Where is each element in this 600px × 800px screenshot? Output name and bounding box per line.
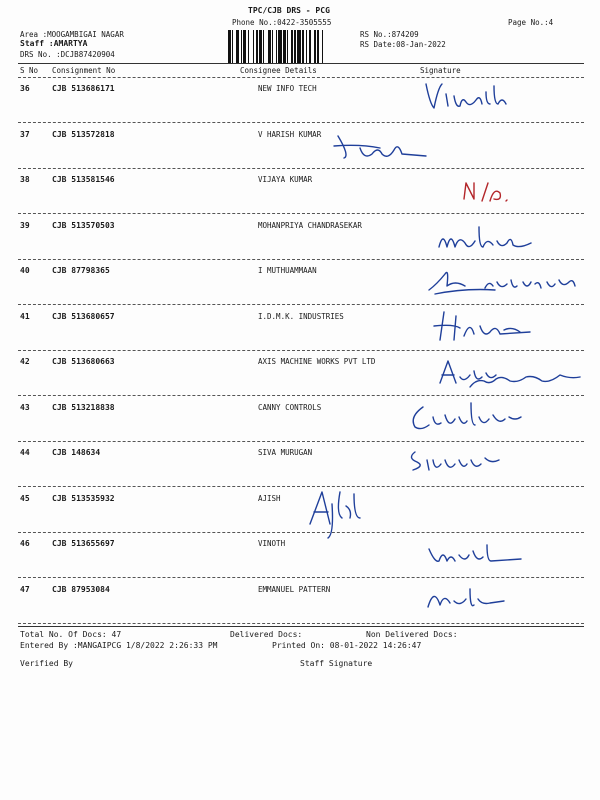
row-consignment-no: CJB 513572818	[52, 129, 115, 139]
delivered-docs: Delivered Docs:	[230, 630, 303, 639]
printed-on: Printed On: 08-01-2022 14:26:47	[272, 641, 422, 650]
handwritten-signature	[460, 177, 520, 207]
row-consignment-no: CJB 513218838	[52, 402, 115, 412]
page-number: Page No.:4	[508, 18, 554, 27]
handwritten-signature	[420, 579, 510, 615]
table-row	[0, 403, 600, 449]
table-row	[0, 175, 600, 221]
handwritten-signature	[330, 126, 430, 166]
row-consignment-no: CJB 513680657	[52, 311, 115, 321]
signature-stroke	[426, 84, 506, 108]
row-consignment-no: CJB 87798365	[52, 266, 110, 275]
handwritten-signature	[430, 306, 550, 346]
table-row	[0, 539, 600, 585]
handwritten-signature	[420, 78, 530, 118]
signature-stroke	[334, 136, 426, 158]
row-consignment-no: CJB 513570503	[52, 220, 115, 230]
row-consignee: VIJAYA KUMAR	[258, 175, 313, 184]
header-divider-top	[18, 63, 584, 64]
row-consignment-no: CJB 513686171	[52, 84, 115, 93]
table-row	[0, 494, 600, 540]
signature-stroke	[464, 183, 507, 201]
row-sno: 47	[20, 584, 30, 594]
row-consignment-no: CJB 87953084	[52, 584, 110, 594]
row-sno: 46	[20, 539, 30, 548]
signature-stroke	[310, 492, 360, 538]
staff-label: Staff :AMARTYA	[20, 39, 88, 48]
row-sno: 42	[20, 357, 30, 366]
row-consignee: AJISH	[258, 493, 281, 503]
handwritten-signature	[435, 221, 545, 261]
handwritten-signature	[425, 260, 585, 304]
signature-stroke	[411, 452, 499, 470]
row-consignee: NEW INFO TECH	[258, 84, 317, 93]
table-row	[0, 312, 600, 358]
signature-stroke	[440, 361, 580, 387]
handwritten-signature	[300, 484, 370, 544]
row-consignment-no: CJB 513680663	[52, 357, 115, 366]
non-delivered-docs: Non Delivered Docs:	[366, 630, 458, 639]
row-sno: 40	[20, 266, 30, 275]
table-row	[0, 130, 600, 176]
row-sno: 37	[20, 129, 30, 139]
handwritten-signature	[405, 444, 515, 474]
col-consignment: Consignment No	[52, 66, 116, 75]
table-row	[0, 585, 600, 631]
barcode	[228, 30, 354, 64]
row-divider	[18, 623, 584, 624]
row-sno: 36	[20, 84, 30, 93]
row-consignee: MOHANPRIYA CHANDRASEKAR	[258, 220, 362, 230]
row-consignment-no: CJB 513581546	[52, 175, 115, 184]
row-consignee: VINOTH	[258, 539, 286, 548]
barcode-bar	[323, 30, 324, 64]
row-divider	[18, 213, 584, 214]
signature-stroke	[439, 227, 531, 247]
col-sno: S No	[20, 66, 39, 75]
row-consignee: CANNY CONTROLS	[258, 402, 322, 412]
entered-by: Entered By :MANGAIPCG 1/8/2022 2:26:33 PM	[20, 641, 218, 650]
row-divider	[18, 168, 584, 169]
row-consignee: AXIS MACHINE WORKS PVT LTD	[258, 357, 376, 366]
signature-stroke	[429, 273, 575, 295]
drs-number: DRS No. :DCJB87420904	[20, 50, 115, 59]
total-docs: Total No. Of Docs: 47	[20, 630, 122, 639]
row-consignment-no: CJB 513655697	[52, 539, 115, 548]
row-consignee: EMMANUEL PATTERN	[258, 584, 331, 594]
row-sno: 38	[20, 175, 30, 184]
row-divider	[18, 441, 584, 442]
row-sno: 45	[20, 493, 30, 503]
handwritten-signature	[430, 353, 590, 393]
rs-number: RS No.:874209	[360, 30, 419, 39]
col-signature: Signature	[420, 66, 461, 75]
signature-stroke	[413, 403, 521, 429]
signature-stroke	[428, 589, 504, 607]
row-sno: 39	[20, 220, 30, 230]
row-sno: 43	[20, 402, 30, 412]
row-sno: 44	[20, 448, 30, 457]
row-divider	[18, 350, 584, 351]
row-consignee: SIVA MURUGAN	[258, 448, 313, 457]
row-consignee: V HARISH KUMAR	[258, 129, 322, 139]
signature-stroke	[434, 312, 530, 340]
row-consignment-no: CJB 148634	[52, 448, 101, 457]
table-row	[0, 84, 600, 130]
row-consignee: I MUTHUAMMAAN	[258, 266, 317, 275]
area-label: Area :MOOGAMBIGAI NAGAR	[20, 30, 124, 39]
signature-stroke	[429, 545, 521, 561]
document-title: TPC/CJB DRS - PCG	[248, 6, 330, 15]
row-sno: 41	[20, 311, 30, 321]
handwritten-signature	[405, 397, 535, 437]
staff-signature: Staff Signature	[300, 659, 373, 668]
row-consignee: I.D.M.K. INDUSTRIES	[258, 311, 344, 321]
handwritten-signature	[425, 535, 525, 569]
footer-divider	[18, 626, 584, 627]
rs-date: RS Date:08-Jan-2022	[360, 40, 446, 49]
col-consignee: Consignee Details	[240, 66, 317, 75]
row-divider	[18, 122, 584, 123]
row-consignment-no: CJB 513535932	[52, 493, 115, 503]
verified-by: Verified By	[20, 659, 73, 668]
phone-number: Phone No.:0422-3505555	[232, 18, 332, 27]
